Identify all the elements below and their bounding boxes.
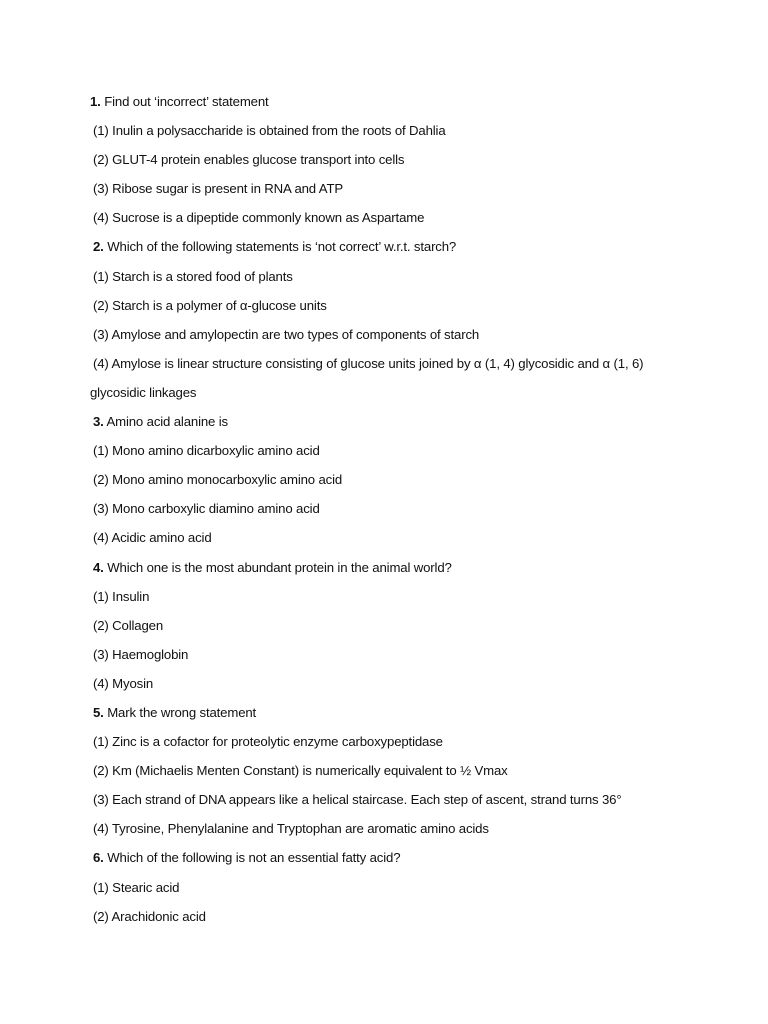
- text-line: [90, 383, 740, 412]
- line-text: (1) Mono amino dicarboxylic amino acid: [93, 443, 320, 459]
- line-text: (2) Arachidonic acid: [93, 908, 206, 924]
- line-text: (4) Tyrosine, Phenylalanine and Tryptophan are aromatic amino acids: [93, 821, 489, 837]
- option-line: [90, 499, 740, 528]
- option-line: [90, 761, 740, 790]
- option-line: [90, 878, 740, 907]
- option-line: [90, 819, 740, 848]
- option-line: [90, 179, 740, 208]
- line-text: (3) Ribose sugar is present in RNA and ATP: [93, 181, 343, 197]
- line-text: (1) Starch is a stored food of plants: [93, 268, 293, 284]
- line-text: Amino acid alanine is: [103, 414, 228, 430]
- line-text: glycosidic linkages: [90, 384, 197, 400]
- line-text: (3) Each strand of DNA appears like a helical staircase. Each step of ascent, strand turns 36°: [93, 792, 622, 808]
- question-line: [90, 92, 740, 121]
- line-text: (1) Inulin a polysaccharide is obtained from the roots of Dahlia: [93, 123, 446, 139]
- line-text: (4) Acidic amino acid: [93, 530, 212, 546]
- line-text: (1) Stearic acid: [93, 879, 180, 895]
- option-line: [90, 296, 740, 325]
- line-text: (2) Km (Michaelis Menten Constant) is numerically equivalent to ½ Vmax: [93, 763, 508, 779]
- line-text: (3) Mono carboxylic diamino amino acid: [93, 501, 320, 517]
- line-text: (4) Sucrose is a dipeptide commonly known as Aspartame: [93, 210, 425, 226]
- line-text: (1) Zinc is a cofactor for proteolytic enzyme carboxypeptidase: [93, 734, 443, 750]
- option-line: [90, 528, 740, 557]
- question-number: 5.: [93, 704, 104, 720]
- option-line: [90, 267, 740, 296]
- line-text: Which of the following is not an essential fatty acid?: [103, 850, 401, 866]
- question-line: [90, 848, 740, 877]
- option-line: [90, 121, 740, 150]
- option-line: [90, 470, 740, 499]
- option-line: [90, 325, 740, 354]
- option-line: [90, 354, 740, 383]
- question-number: 2.: [93, 239, 104, 255]
- line-text: (3) Amylose and amylopectin are two types of components of starch: [93, 326, 480, 342]
- option-line: [90, 732, 740, 761]
- line-text: (4) Amylose is linear structure consisting of glucose units joined by α (1, 4) glycosidic and α (1, 6): [93, 355, 644, 371]
- question-line: [90, 558, 740, 587]
- line-text: Which one is the most abundant protein in the animal world?: [103, 559, 452, 575]
- option-line: [90, 208, 740, 237]
- line-text: Find out ‘incorrect’ statement: [100, 94, 269, 109]
- line-text: (3) Haemoglobin: [93, 646, 189, 662]
- line-text: (1) Insulin: [93, 588, 150, 604]
- option-line: [90, 645, 740, 674]
- option-line: [90, 441, 740, 470]
- question-list: [90, 92, 740, 936]
- question-number: 1.: [90, 94, 101, 109]
- option-line: [90, 587, 740, 616]
- line-text: (2) Mono amino monocarboxylic amino acid: [93, 472, 343, 488]
- line-text: (4) Myosin: [93, 675, 154, 691]
- question-line: [90, 237, 740, 266]
- line-text: (2) GLUT-4 protein enables glucose transport into cells: [93, 152, 405, 168]
- option-line: [90, 907, 740, 936]
- option-line: [90, 790, 740, 819]
- option-line: [90, 616, 740, 645]
- line-text: Which of the following statements is ‘not correct’ w.r.t. starch?: [103, 239, 457, 255]
- option-line: [90, 674, 740, 703]
- question-number: 6.: [93, 850, 104, 866]
- line-text: (2) Collagen: [93, 617, 164, 633]
- line-text: (2) Starch is a polymer of α-glucose units: [93, 297, 327, 313]
- question-line: [90, 412, 740, 441]
- question-line: [90, 703, 740, 732]
- question-number: 4.: [93, 559, 104, 575]
- line-text: Mark the wrong statement: [103, 704, 257, 720]
- question-number: 3.: [93, 414, 104, 430]
- option-line: [90, 150, 740, 179]
